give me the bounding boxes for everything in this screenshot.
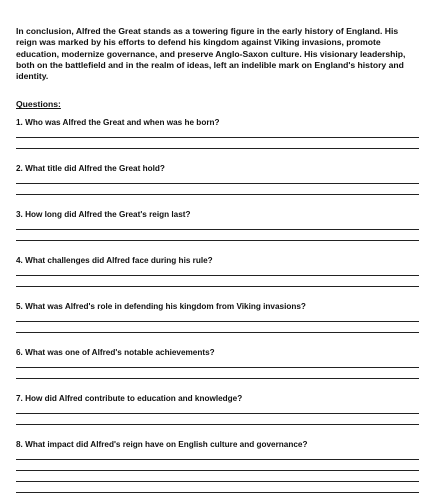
answer-line[interactable]	[16, 332, 419, 333]
question-2: 2. What title did Alfred the Great hold?	[16, 164, 165, 174]
answer-line[interactable]	[16, 240, 419, 241]
questions-heading: Questions:	[16, 99, 61, 110]
question-7: 7. How did Alfred contribute to education and knowledge?	[16, 394, 243, 404]
question-6: 6. What was one of Alfred's notable achievements?	[16, 348, 215, 358]
question-block-4	[16, 256, 415, 287]
answer-line[interactable]	[16, 459, 419, 460]
answer-line[interactable]	[16, 286, 419, 287]
answer-line[interactable]	[16, 470, 419, 471]
answer-line[interactable]	[16, 378, 419, 379]
question-3: 3. How long did Alfred the Great's reign last?	[16, 210, 191, 220]
intro-paragraph: In conclusion, Alfred the Great stands as a towering figure in the early history of England. His reign was marked by his efforts to defend his kingdom against Viking invasions, promote education, modernize governance, and preserve Anglo-Saxon culture. His visionary leadership, both on the battlefield and in the realm of ideas, left an indelible mark on England's history and identity.	[16, 26, 406, 82]
question-block-3	[16, 210, 415, 241]
question-block-1	[16, 118, 415, 149]
answer-line[interactable]	[16, 492, 419, 493]
answer-line[interactable]	[16, 148, 419, 149]
question-1: 1. Who was Alfred the Great and when was he born?	[16, 118, 220, 128]
question-block-7	[16, 394, 415, 425]
answer-line[interactable]	[16, 424, 419, 425]
question-block-2	[16, 164, 415, 195]
question-block-5	[16, 302, 415, 333]
answer-line[interactable]	[16, 481, 419, 482]
answer-line[interactable]	[16, 194, 419, 195]
answer-line[interactable]	[16, 137, 419, 138]
question-5: 5. What was Alfred's role in defending his kingdom from Viking invasions?	[16, 302, 306, 312]
question-4: 4. What challenges did Alfred face during his rule?	[16, 256, 213, 266]
answer-line[interactable]	[16, 229, 419, 230]
answer-line[interactable]	[16, 183, 419, 184]
answer-line[interactable]	[16, 413, 419, 414]
answer-line[interactable]	[16, 321, 419, 322]
question-block-8	[16, 440, 415, 493]
answer-line[interactable]	[16, 367, 419, 368]
answer-line[interactable]	[16, 275, 419, 276]
question-block-6	[16, 348, 415, 379]
question-8: 8. What impact did Alfred's reign have on English culture and governance?	[16, 440, 308, 450]
